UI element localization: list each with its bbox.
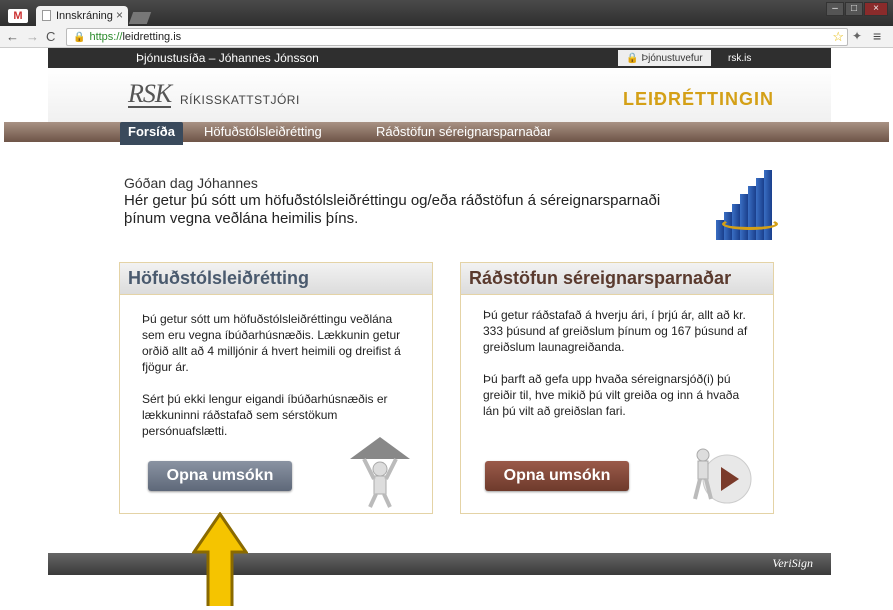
card-hofudstolsleidretting [119, 262, 433, 514]
new-tab-button[interactable] [129, 12, 151, 24]
card-title: Höfuðstólsleiðrétting [120, 263, 432, 295]
page [4, 48, 889, 606]
extension-icon[interactable]: ✦ [852, 29, 863, 43]
up-arrow-icon [192, 512, 248, 606]
nav-item-hofudstolsleidretting[interactable]: Höfuðstólsleiðrétting [204, 124, 322, 139]
close-icon[interactable]: × [115, 8, 123, 22]
leidretting-logo: LEIÐRÉTTINGIN [623, 89, 774, 109]
open-application-button[interactable]: Opna umsókn [148, 461, 292, 491]
service-web-link[interactable] [618, 50, 711, 66]
footer [48, 553, 831, 575]
address-bar[interactable] [66, 28, 848, 46]
forward-icon[interactable]: → [26, 29, 39, 44]
nav-item-radstofun[interactable]: Ráðstöfun séreignarsparnaðar [376, 124, 552, 139]
rsk-logo[interactable]: RSK [128, 79, 172, 108]
main-nav [4, 122, 889, 142]
card-title: Ráðstöfun séreignarsparnaðar [461, 263, 773, 295]
nav-item-forsida[interactable]: Forsíða [120, 122, 183, 145]
service-page-title: Þjónustusíða – Jóhannes Jónsson [136, 51, 319, 65]
maximize-icon[interactable]: □ [845, 2, 863, 16]
card-radstofun [460, 262, 774, 514]
rsk-subtitle: RÍKISSKATTSTJÓRI [180, 93, 300, 107]
person-lifting-house-icon [340, 429, 420, 509]
greeting: Góðan dag Jóhannes [124, 175, 258, 191]
card-text: Sért þú ekki lengur eigandi íbúðarhúsnæðis er lækkuninni ráðstafað sem sérstökum persónuafslætti. [142, 392, 388, 438]
browser-tab[interactable] [36, 6, 128, 26]
card-text: Þú getur sótt um höfuðstólsleiðréttingu veðlána sem eru vegna íbúðarhúsnæðis. Lækkunin getur orðið allt að 4 milljónir á hvert heimili og dreifist á fjögur ár. [142, 312, 401, 374]
site-header [48, 68, 831, 123]
card-text: Þú þarft að gefa upp hvaða séreignarsjóð(i) þú greiðir til, hve mikið þú vilt greiða og inn á hvaða lán þú vilt að greiðslan fari. [483, 372, 740, 418]
url-scheme: https:// [89, 31, 123, 43]
bookmark-star-icon[interactable]: ☆ [832, 29, 844, 44]
intro-text: Hér getur þú sótt um höfuðstólsleiðréttingu og/eða ráðstöfun á séreignarsparnaði þínum vegna veðlána heimilis þíns. [124, 192, 661, 227]
menu-icon[interactable]: ≡ [873, 28, 882, 44]
page-icon [42, 10, 51, 21]
minimize-icon[interactable]: – [826, 2, 844, 16]
service-web-label: Þjónustuvefur [641, 52, 703, 64]
lock-icon: 🔒 [626, 52, 639, 64]
browser-toolbar [0, 26, 893, 48]
url-host: leidretting.is [122, 31, 182, 43]
person-play-icon [681, 427, 761, 507]
gmail-tab-icon[interactable]: M [8, 9, 28, 23]
tab-title: Innskráning [56, 10, 113, 22]
rsk-link[interactable]: rsk.is [728, 52, 752, 64]
reload-icon[interactable]: C [46, 29, 56, 44]
top-bar [48, 48, 831, 68]
verisign-logo: VeriSign [772, 556, 813, 570]
lock-icon: 🔒 [73, 31, 86, 43]
back-icon[interactable]: ← [6, 29, 19, 44]
browser-tabstrip [0, 0, 893, 26]
card-text: Þú getur ráðstafað á hverju ári, í þrjú ár, allt að kr. 333 þúsund af greiðslum þínum og 167 þúsund af greiðslum launagreiðanda. [483, 308, 748, 354]
close-window-icon[interactable]: × [864, 2, 888, 16]
open-application-button[interactable]: Opna umsókn [485, 461, 629, 491]
chart-icon [712, 160, 782, 240]
